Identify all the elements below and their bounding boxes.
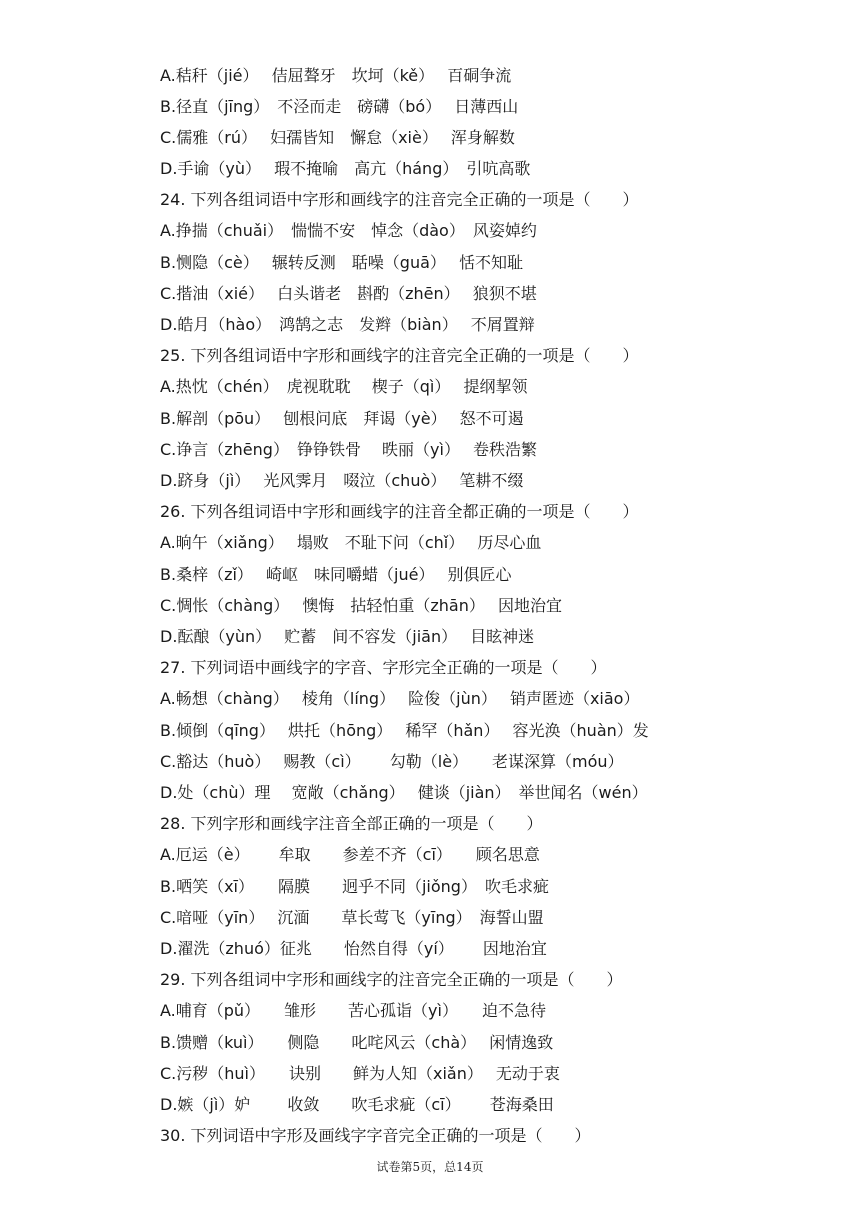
text-line: D.酝酿（yùn） 贮蓄 间不容发（jiān） 目眩神迷	[160, 627, 535, 646]
text-line: B.倾倒（qīng） 烘托（hōng） 稀罕（hǎn） 容光涣（huàn）发	[160, 721, 649, 740]
text-line: B.桑梓（zǐ） 崎岖 味同嚼蜡（jué） 别俱匠心	[160, 565, 512, 584]
text-line: C.揩油（xié） 白头谐老 斟酌（zhēn） 狼狈不堪	[160, 284, 537, 303]
question-25: 25. 下列各组词语中字形和画线字的注音完全正确的一项是（ ）	[160, 346, 639, 365]
page-footer: 试卷第5页，总14页	[376, 1160, 484, 1174]
text-line: D.跻身（jì） 光风霁月 啜泣（chuò） 笔耕不缀	[160, 471, 524, 490]
text-line: B.解剖（pōu） 刨根问底 拜谒（yè） 怒不可遏	[160, 409, 524, 428]
question-29: 29. 下列各组词中字形和画线字的注音完全正确的一项是（ ）	[160, 970, 623, 989]
text-line: D.嫉（jì）妒 收敛 吹毛求疵（cī） 苍海桑田	[160, 1095, 554, 1114]
text-line: D.皓月（hào） 鸿鹄之志 发辫（biàn） 不屑置辩	[160, 315, 535, 334]
text-line: D.濯洗（zhuó）征兆 怡然自得（yí） 因地治宜	[160, 939, 547, 958]
text-line: B.哂笑（xī） 隔膜 迥乎不同（jiǒng） 吹毛求疵	[160, 877, 549, 896]
text-line: C.喑哑（yīn） 沉湎 草长莺飞（yīng） 海誓山盟	[160, 908, 544, 927]
text-line: A.厄运（è） 牟取 参差不齐（cī） 顾名思意	[160, 845, 540, 864]
text-line: C.污秽（huì） 诀别 鲜为人知（xiǎn） 无动于衷	[160, 1064, 560, 1083]
text-line: A.热忱（chén） 虎视耽耽 楔子（qì） 提纲挈领	[160, 377, 528, 396]
question-28: 28. 下列字形和画线字注音全部正确的一项是（ ）	[160, 814, 543, 833]
text-line: C.惆怅（chàng） 懊悔 拈轻怕重（zhān） 因地治宜	[160, 596, 562, 615]
question-24: 24. 下列各组词语中字形和画线字的注音完全正确的一项是（ ）	[160, 190, 639, 209]
text-line: B.馈赠（kuì） 侧隐 叱咤风云（chà） 闲情逸致	[160, 1033, 554, 1052]
text-line: C.豁达（huò） 赐教（cì） 勾勒（lè） 老谋深算（móu）	[160, 752, 624, 771]
text-line: A.秸秆（jié） 佶屈聱牙 坎坷（kě） 百硐争流	[160, 66, 512, 85]
question-26: 26. 下列各组词语中字形和画线字的注音全都正确的一项是（ ）	[160, 502, 639, 521]
text-line: C.诤言（zhēng） 铮铮铁骨 昳丽（yì） 卷秩浩繁	[160, 440, 538, 459]
question-27: 27. 下列词语中画线字的字音、字形完全正确的一项是（ ）	[160, 658, 607, 677]
question-30: 30. 下列词语中字形及画线字字音完全正确的一项是（ ）	[160, 1126, 591, 1145]
text-line: D.处（chù）理 宽敞（chǎng） 健谈（jiàn） 举世闻名（wén）	[160, 783, 648, 802]
text-line: A.挣揣（chuǎi） 惴惴不安 悼念（dào） 风姿婥约	[160, 221, 537, 240]
text-line: D.手谕（yù） 瑕不掩喻 高亢（háng） 引吭高歌	[160, 159, 531, 178]
text-line: A.畅想（chàng） 棱角（líng） 险俊（jùn） 销声匿迹（xiāo）	[160, 689, 640, 708]
text-line: A.晌午（xiǎng） 塌败 不耻下问（chǐ） 历尽心血	[160, 533, 542, 552]
text-line: B.径直（jīng） 不泾而走 磅礴（bó） 日薄西山	[160, 97, 519, 116]
text-line: C.儒雅（rú） 妇孺皆知 懈怠（xiè） 浑身解数	[160, 128, 515, 147]
text-line: B.恻隐（cè） 辗转反测 聒噪（guā） 恬不知耻	[160, 253, 523, 272]
text-line: A.哺育（pǔ） 雏形 苦心孤诣（yì） 迫不急待	[160, 1001, 546, 1020]
